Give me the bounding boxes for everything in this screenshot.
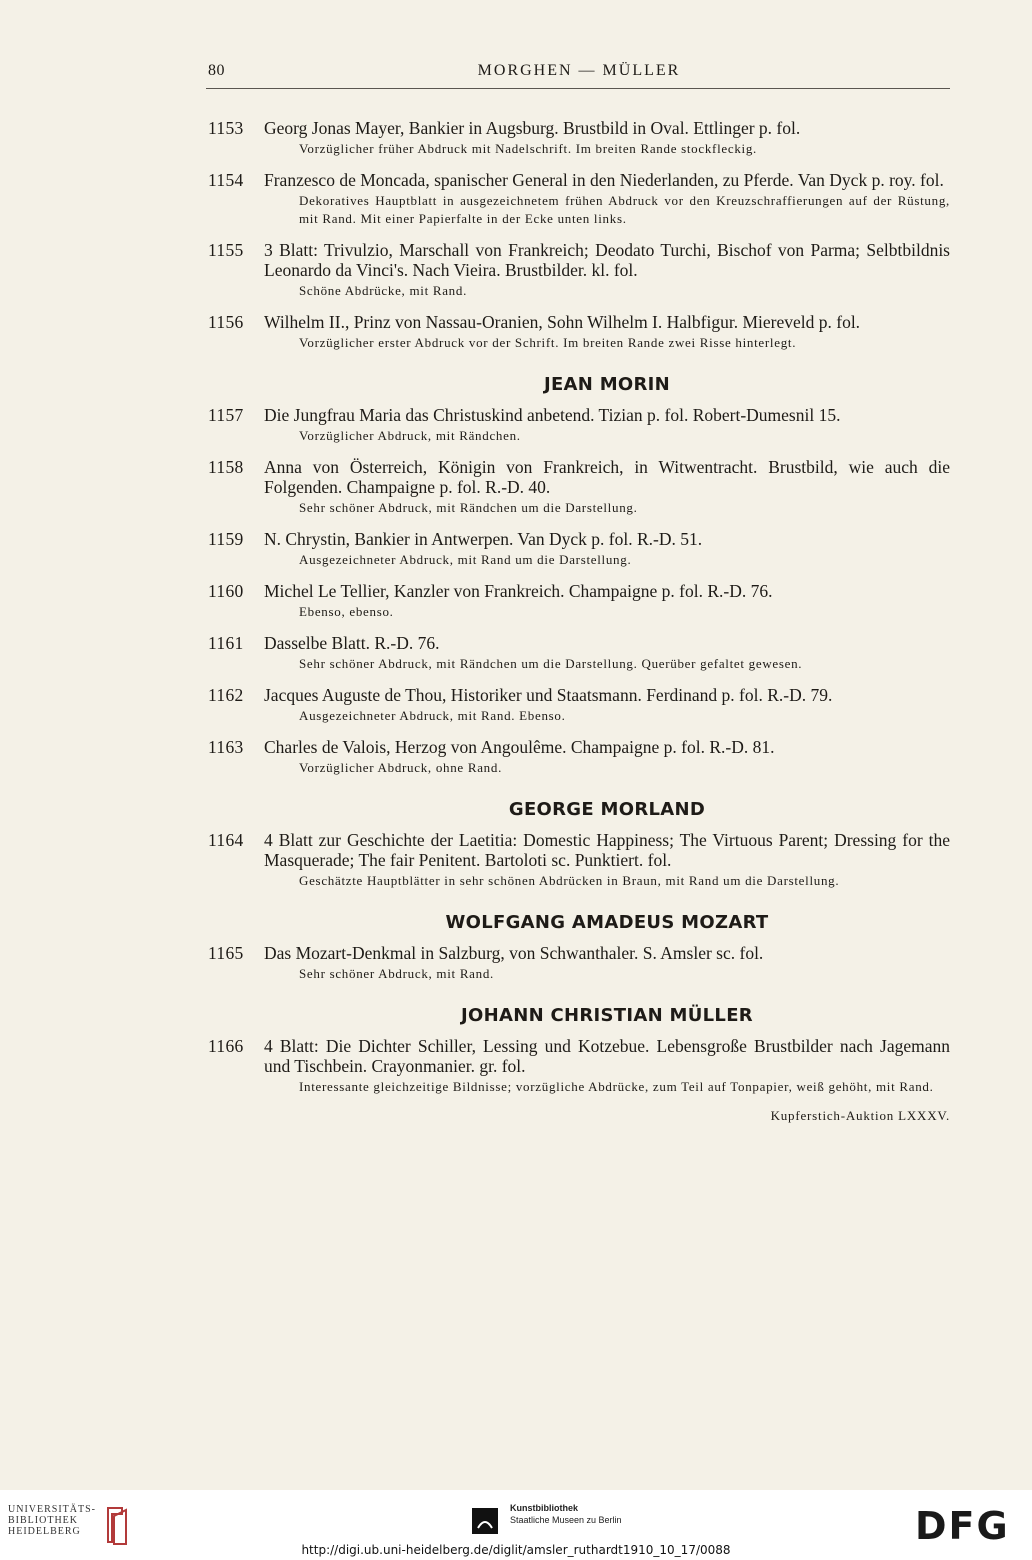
entry-number: 1162 xyxy=(208,685,244,705)
entry-description: Sehr schöner Abdruck, mit Rändchen um die Darstellung. xyxy=(299,500,638,515)
entry-description: Schöne Abdrücke, mit Rand. xyxy=(299,283,468,298)
entry-description: Ausgezeichneter Abdruck, mit Rand um die Darstellung. xyxy=(299,552,632,567)
entry-number: 1153 xyxy=(208,118,244,138)
running-head-title: MORGHEN — MÜLLER xyxy=(477,62,681,79)
entry-title: Dasselbe Blatt. R.-D. 76. xyxy=(264,633,440,653)
catalogue-entry xyxy=(208,240,950,300)
entry-description: Sehr schöner Abdruck, mit Rändchen um die Darstellung. Querüber gefaltet gewesen. xyxy=(299,656,803,671)
entry-description: Vorzüglicher Abdruck, ohne Rand. xyxy=(299,760,503,775)
kb-name: Kunstbibliothek xyxy=(510,1503,578,1513)
entries-group xyxy=(208,1036,950,1096)
section-heading-morin: JEAN MORIN xyxy=(543,374,671,395)
entry-title: Das Mozart-Denkmal in Salzburg, von Schwanthaler. S. Amsler sc. fol. xyxy=(264,943,764,963)
catalogue-entry xyxy=(208,685,950,725)
entry-description: Ebenso, ebenso. xyxy=(299,604,394,619)
entry-number: 1160 xyxy=(208,581,244,601)
entry-title: Wilhelm II., Prinz von Nassau-Oranien, Sohn Wilhelm I. Halbfigur. Miereveld p. fol. xyxy=(264,312,861,332)
page-number: 80 xyxy=(208,62,225,79)
entry-description: Geschätzte Hauptblätter in sehr schönen Abdrücken in Braun, mit Rand um die Darstellung. xyxy=(299,873,840,888)
entry-number: 1165 xyxy=(208,943,244,963)
entry-description: Interessante gleichzeitige Bildnisse; vorzügliche Abdrücke, zum Teil auf Tonpapier, weiß gehöht, mit Rand. xyxy=(299,1079,934,1094)
entry-title: Michel Le Tellier, Kanzler von Frankreich. Champaigne p. fol. R.-D. 76. xyxy=(264,581,773,601)
dfg-logo[interactable]: DFG xyxy=(915,1504,1010,1548)
entry-title: 4 Blatt zur Geschichte der Laetitia: Domestic Happiness; The Virtuous Parent; Dressing for the Masquerade; The fair Penitent. Bartoloti sc. Punktiert. fol. xyxy=(264,830,950,870)
catalogue-entry xyxy=(208,633,950,673)
catalogue-entry xyxy=(208,457,950,517)
entry-title: Charles de Valois, Herzog von Angoulême. Champaigne p. fol. R.-D. 81. xyxy=(264,737,775,757)
entry-number: 1159 xyxy=(208,529,244,549)
catalogue-entry xyxy=(208,405,950,445)
entries-group xyxy=(208,830,950,890)
ub-logo-text xyxy=(8,1504,96,1537)
entry-number: 1155 xyxy=(208,240,244,260)
ub-line-2: BIBLIOTHEK xyxy=(8,1515,78,1526)
entry-title: Die Jungfrau Maria das Christuskind anbetend. Tizian p. fol. Robert-Dumesnil 15. xyxy=(264,405,841,425)
catalogue-entry xyxy=(208,1036,950,1096)
entry-title: 4 Blatt: Die Dichter Schiller, Lessing und Kotzebue. Lebensgroße Brustbilder nach Jagemann und Tischbein. Crayonmanier. gr. fol. xyxy=(264,1036,950,1076)
entry-description: Sehr schöner Abdruck, mit Rand. xyxy=(299,966,495,981)
section-heading-morland: GEORGE MORLAND xyxy=(508,799,706,820)
entries-group xyxy=(208,118,950,352)
kunstbibliothek-text xyxy=(510,1502,622,1526)
kb-sub: Staatliche Museen zu Berlin xyxy=(510,1515,622,1525)
entry-description: Ausgezeichneter Abdruck, mit Rand. Ebenso. xyxy=(299,708,566,723)
auction-footer-note: Kupferstich-Auktion LXXXV. xyxy=(770,1108,950,1123)
entry-title: Franzesco de Moncada, spanischer General in den Niederlanden, zu Pferde. Van Dyck p. roy. fol. xyxy=(264,170,944,190)
catalogue-entry xyxy=(208,118,950,158)
entries-group xyxy=(208,405,950,777)
catalogue-entry xyxy=(208,312,950,352)
ub-heidelberg-logo[interactable] xyxy=(8,1504,158,1548)
kunstbibliothek-logo[interactable] xyxy=(470,1502,660,1542)
entry-description: Dekoratives Hauptblatt in ausgezeichnetem frühen Abdruck vor den Kreuzschraffierungen auf der Rüstung, mit Rand. Mit einer Papierfalte in der Ecke unten links. xyxy=(299,193,950,226)
kunstbibliothek-mark-icon xyxy=(470,1506,500,1536)
catalogue-entry xyxy=(208,581,950,621)
ub-line-1: UNIVERSITÄTS- xyxy=(8,1504,96,1515)
brand-bar xyxy=(0,1490,1032,1560)
catalogue-entry xyxy=(208,170,950,228)
entry-number: 1157 xyxy=(208,405,244,425)
entry-number: 1156 xyxy=(208,312,244,332)
entry-description: Vorzüglicher Abdruck, mit Rändchen. xyxy=(299,428,521,443)
entry-number: 1163 xyxy=(208,737,244,757)
entry-number: 1166 xyxy=(208,1036,244,1056)
entry-number: 1158 xyxy=(208,457,244,477)
entry-title: N. Chrystin, Bankier in Antwerpen. Van Dyck p. fol. R.-D. 51. xyxy=(264,529,703,549)
catalogue-entry xyxy=(208,830,950,890)
section-heading-mozart: WOLFGANG AMADEUS MOZART xyxy=(445,912,769,933)
permalink-url[interactable]: http://digi.ub.uni-heidelberg.de/diglit/amsler_ruthardt1910_10_17/0088 xyxy=(301,1543,731,1557)
entry-title: Jacques Auguste de Thou, Historiker und Staatsmann. Ferdinand p. fol. R.-D. 79. xyxy=(264,685,833,705)
catalogue-entry xyxy=(208,943,950,983)
header-rule xyxy=(206,88,950,89)
ub-mark-icon xyxy=(100,1504,130,1546)
entry-title: Georg Jonas Mayer, Bankier in Augsburg. Brustbild in Oval. Ettlinger p. fol. xyxy=(264,118,801,138)
catalogue-content xyxy=(208,118,950,1124)
entries-group xyxy=(208,943,950,983)
entry-title: 3 Blatt: Trivulzio, Marschall von Frankreich; Deodato Turchi, Bischof von Parma; Selbtbildnis Leonardo da Vinci's. Nach Vieira. Brustbilder. kl. fol. xyxy=(264,240,950,280)
entry-description: Vorzüglicher erster Abdruck vor der Schrift. Im breiten Rande zwei Risse hinterlegt. xyxy=(299,335,797,350)
catalogue-entry xyxy=(208,737,950,777)
entry-number: 1164 xyxy=(208,830,244,850)
entry-title: Anna von Österreich, Königin von Frankreich, in Witwentracht. Brustbild, wie auch die Folgenden. Champaigne p. fol. R.-D. 40. xyxy=(264,457,950,497)
catalogue-entry xyxy=(208,529,950,569)
entry-number: 1161 xyxy=(208,633,244,653)
ub-line-3: HEIDELBERG xyxy=(8,1526,81,1537)
running-head xyxy=(208,62,950,84)
entry-number: 1154 xyxy=(208,170,244,190)
section-heading-mueller: JOHANN CHRISTIAN MÜLLER xyxy=(461,1005,753,1026)
entry-description: Vorzüglicher früher Abdruck mit Nadelschrift. Im breiten Rande stockfleckig. xyxy=(299,141,757,156)
